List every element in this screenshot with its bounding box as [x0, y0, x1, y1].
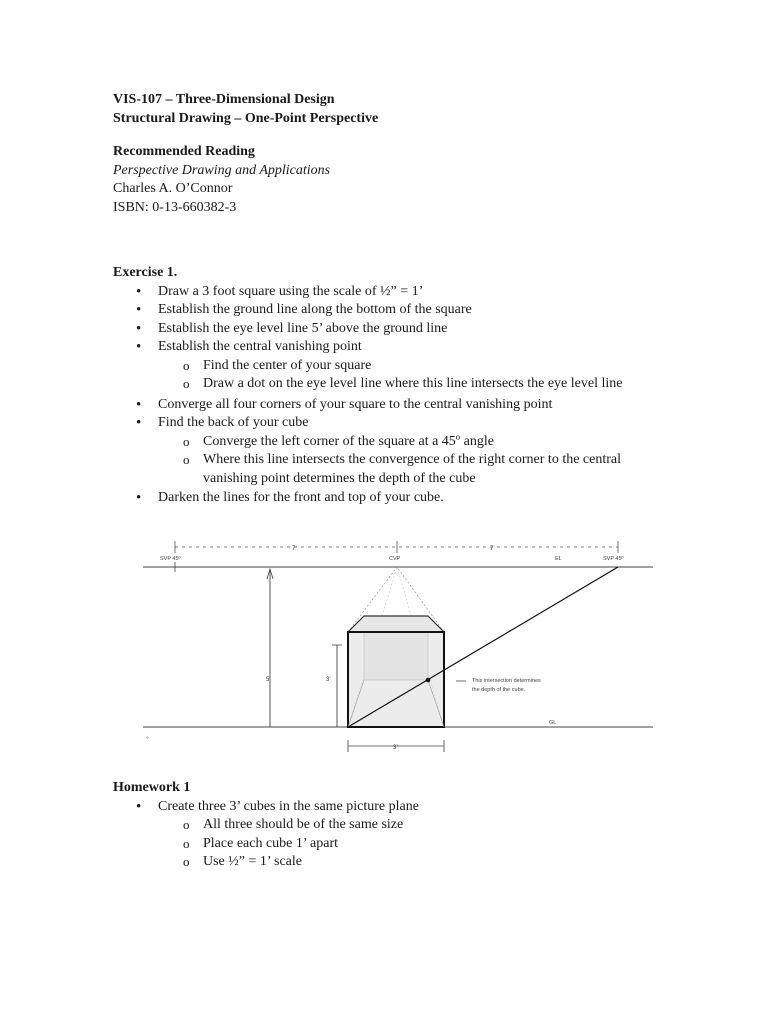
perspective-diagram: [138, 535, 658, 760]
cube-top-face: [348, 616, 444, 632]
exercise-step: • Draw a 3 foot square using the scale of ½” = 1’: [113, 283, 673, 302]
homework-list: [113, 798, 673, 872]
homework-subitem: o Place each cube 1’ apart: [113, 835, 673, 854]
exercise-step: • Establish the eye level line 5’ above the ground line: [113, 320, 673, 339]
exercise-substep: o Where this line intersects the convergence of the right corner to the central vanishing point determines the depth of the cube: [113, 451, 673, 488]
svp-left-label: SVP 45º: [160, 556, 181, 562]
exercise-substep: o Find the center of your square: [113, 357, 673, 376]
recommended-reading: [113, 143, 673, 217]
intersection-point: [426, 678, 431, 683]
el-label: EL: [555, 556, 562, 562]
height-3-label: 3’: [326, 677, 331, 683]
width-3-label: 3’: [393, 745, 398, 751]
book-author: Charles A. O’Connor: [113, 181, 233, 196]
exercise-step: • Darken the lines for the front and top of your cube.: [113, 489, 673, 508]
exercise-step: • Establish the central vanishing point: [113, 338, 673, 357]
document-subtitle: Structural Drawing – One-Point Perspective: [113, 110, 379, 126]
reading-heading: Recommended Reading: [113, 144, 255, 159]
exercise-step: • Find the back of your cube: [113, 414, 673, 433]
gl-label: GL: [549, 720, 557, 726]
exercise-heading: Exercise 1.: [113, 265, 178, 280]
homework-item: • Create three 3’ cubes in the same picture plane: [113, 798, 673, 817]
homework-subitem: o Use ½” = 1’ scale: [113, 853, 673, 872]
exercise-step: • Converge all four corners of your square to the central vanishing point: [113, 396, 673, 415]
course-title: VIS-107 – Three-Dimensional Design: [113, 92, 335, 107]
dimension-label-right: 7’: [490, 546, 495, 552]
exercise-substep: o Converge the left corner of the square at a 45º angle: [113, 433, 673, 452]
exercise-substep: o Draw a dot on the eye level line where this line intersects the eye level line: [113, 375, 673, 394]
dimension-label-left: 7’: [292, 546, 297, 552]
header: [113, 91, 673, 128]
homework-section: [113, 779, 673, 872]
ground-mark: ∘: [146, 735, 150, 741]
note-line-1: This intersection determines: [472, 678, 541, 684]
cvp-label: CVP: [389, 556, 401, 562]
homework-subitem: o All three should be of the same size: [113, 816, 673, 835]
book-title: Perspective Drawing and Applications: [113, 162, 331, 178]
exercise-list: [113, 283, 673, 508]
exercise-section: [113, 264, 673, 508]
svp-right-label: SVP 45º: [603, 556, 624, 562]
height-5-label: 5’: [266, 677, 271, 683]
note-line-2: the depth of the cube.: [472, 687, 526, 693]
homework-heading: Homework 1: [113, 780, 191, 795]
book-isbn: ISBN: 0-13-660382-3: [113, 199, 237, 215]
exercise-step: • Establish the ground line along the bottom of the square: [113, 301, 673, 320]
